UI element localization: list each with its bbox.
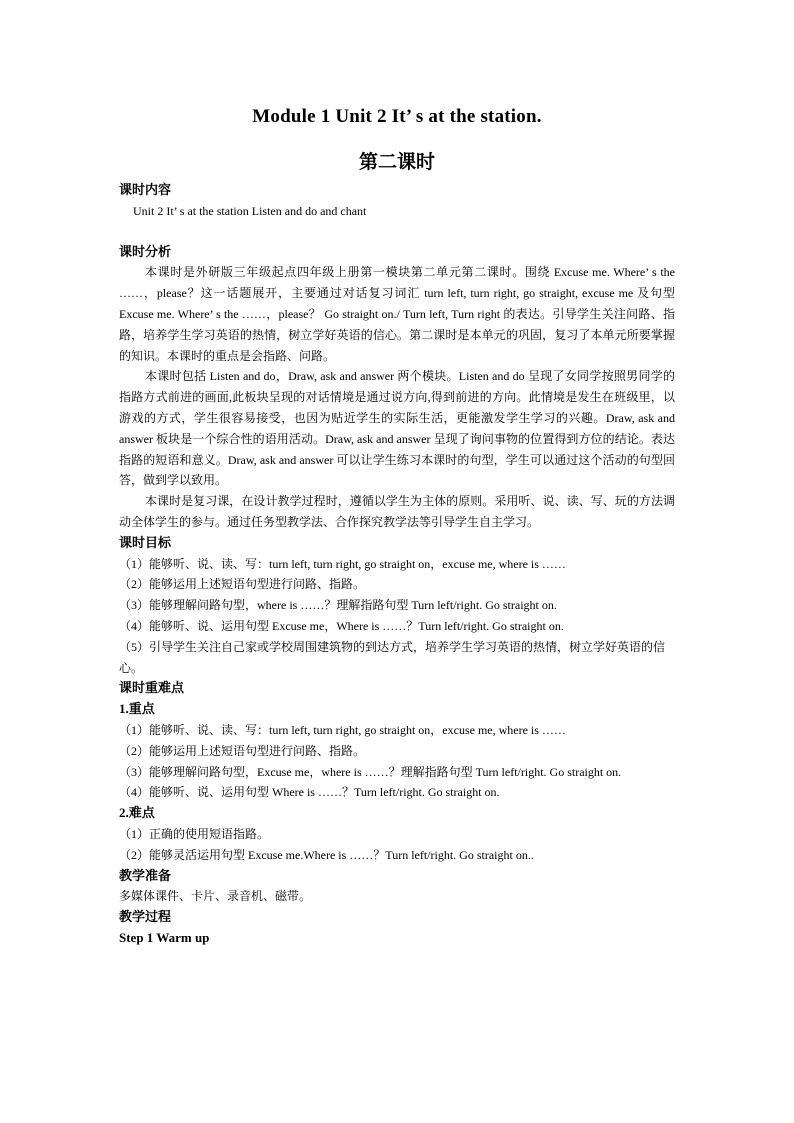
goal-item: （4）能够听、说、运用句型 Excuse me，Where is ……？Turn left/right. Go straight on. [119,618,564,633]
subheading-key-points: 1.重点 [119,701,155,717]
section-heading-preparation: 教学准备 [119,867,172,883]
key-point-item: （3）能够理解问路句型，Excuse me，where is ……？理解指路句型 Turn left/right. Go straight on. [119,764,622,779]
goal-item: （1）能够听、说、读、写：turn left, turn right, go straight on，excuse me, where is …… [119,556,566,571]
key-point-item: （4）能够听、说、运用句型 Where is ……？Turn left/right. Go straight on. [119,785,500,800]
goal-item: （3）能够理解问路句型，where is ……？理解指路句型 Turn left/right. Go straight on. [119,598,557,613]
analysis-paragraph-3: 本课时是复习课，在设计教学过程时，遵循以学生为主体的原则。采用听、说、读、写、玩的方法调动全体学生的参与。通过任务型教学法、合作探究教学法等引导学生自主学习。 [119,494,675,529]
goal-item: （2）能够运用上述短语句型进行问路、指路。 [119,577,366,592]
analysis-paragraph-1: 本课时是外研版三年级起点四年级上册第一模块第二单元第二课时。围绕 Excuse me. Where’ s the ……，please？这一话题展开，主要通过对话复习词汇 turn left, turn right, go straight, excuse me 及句型 Excuse me. Where’ s the ……，please？ Go straight on./ Turn left, Turn right 的表达。引导学生关注问路、指路，培养学生学习英语的热情，树立学好英语的信心。第二课时是本单元的巩固，复习了本单元所要掌握的知识。本课时的重点是会指路、问路。 [119,265,675,363]
section-heading-goals: 课时目标 [119,534,172,550]
document-body [119,180,675,949]
goal-item: （5）引导学生关注自己家或学校周围建筑物的到达方式，培养学生学习英语的热情，树立学好英语的信心。 [119,639,666,675]
section-heading-key: 课时重难点 [119,680,185,696]
document-subtitle: 第二课时 [358,152,435,173]
analysis-paragraph-2: 本课时包括 Listen and do，Draw, ask and answer 两个模块。Listen and do 呈现了女同学按照男同学的指路方式前进的画面,此板块呈现的对话情境是通过说方向,得到前进的方向。此情境是发生在班级里，以游戏的方式，学生很容易接受，也因为贴近学生的实际生活，更能激发学生学习的兴趣。Draw, ask and answer 板块是一个综合性的语用活动。Draw, ask and answer 呈现了询问事物的位置得到方位的结论。表达指路的短语和意义。Draw, ask and answer 可以让学生练习本课时的句型，学生可以通过这个活动的句型回答，做到学以致用。 [119,369,675,488]
preparation-text: 多媒体课件、卡片、录音机、磁带。 [119,889,312,904]
section-heading-content: 课时内容 [119,182,172,197]
section-heading-process: 教学过程 [119,909,172,925]
difficult-point-item: （2）能够灵活运用句型 Excuse me.Where is ……？Turn left/right. Go straight on.. [119,847,534,862]
step-heading: Step 1 Warm up [119,929,210,945]
document-title: Module 1 Unit 2 It’ s at the station. [252,106,542,127]
difficult-point-item: （1）正确的使用短语指路。 [119,826,270,841]
key-point-item: （1）能够听、说、读、写：turn left, turn right, go straight on，excuse me, where is …… [119,722,566,737]
key-point-item: （2）能够运用上述短语句型进行问路、指路。 [119,743,366,758]
section-heading-analysis: 课时分析 [119,243,172,259]
subheading-difficult-points: 2.难点 [119,805,155,821]
content-text: Unit 2 It’ s at the station Listen and do and chant [133,203,367,218]
